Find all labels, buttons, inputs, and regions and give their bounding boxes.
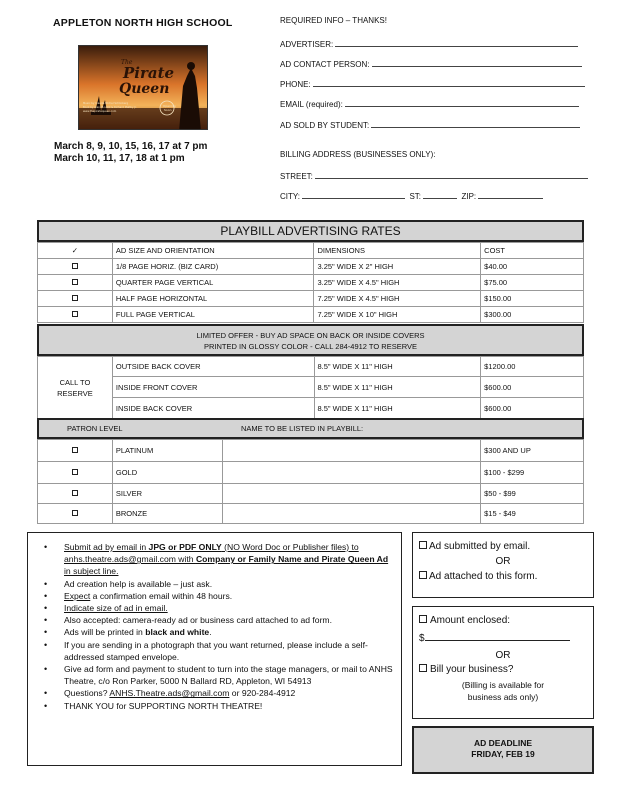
list-item: • THANK YOU for SUPPORTING NORTH THEATRE! xyxy=(38,700,393,712)
cost-cell: $40.00 xyxy=(481,259,584,275)
instr-text: JPG or PDF ONLY xyxy=(148,542,222,552)
check-column-header: ✓ xyxy=(38,243,113,259)
list-item xyxy=(38,626,393,638)
instr-text: Company or Family Name and Pirate Queen Ad xyxy=(195,554,389,565)
sold-by-label: AD SOLD BY STUDENT: xyxy=(280,121,370,130)
instr-text: Submit ad by email in xyxy=(64,542,149,552)
checkbox-cell[interactable] xyxy=(38,440,113,462)
list-item xyxy=(38,541,393,578)
poster-credit-2: Book by Alain Boublil & Richard Maltby Jr. xyxy=(83,106,137,109)
amount-input-line[interactable] xyxy=(425,631,570,641)
show-dates-matinee: March 10, 11, 17, 18 at 1 pm xyxy=(54,153,185,164)
sold-by-field[interactable] xyxy=(280,120,580,130)
checkbox-cell[interactable] xyxy=(38,307,113,323)
billing-note-line-2: business ads only) xyxy=(467,692,539,702)
checkbox-icon[interactable] xyxy=(72,490,78,496)
poster-title-pirate: Pirate xyxy=(123,64,175,82)
cost-cell: $600.00 xyxy=(481,377,584,398)
city-input-line[interactable] xyxy=(302,191,405,199)
email-label: EMAIL (required): xyxy=(280,100,343,109)
limited-offer-banner xyxy=(37,324,584,356)
call-to-reserve-line-1: CALL TO xyxy=(59,377,91,387)
patron-name-input[interactable] xyxy=(222,462,480,484)
cost-cell: $50 - $99 xyxy=(481,484,584,504)
patron-table xyxy=(37,439,584,524)
advertiser-field[interactable] xyxy=(280,39,578,49)
list-item: • If you are sending in a photograph that you want returned, please include a self-addressed stamped envelope. xyxy=(38,639,393,663)
cover-size-cell: INSIDE FRONT COVER xyxy=(112,377,314,398)
cost-cell: $150.00 xyxy=(481,291,584,307)
patron-level-cell: SILVER xyxy=(112,484,222,504)
show-poster-image xyxy=(78,45,208,130)
attached-option[interactable] xyxy=(419,569,587,584)
street-label: STREET: xyxy=(280,172,313,181)
checkbox-icon[interactable] xyxy=(419,571,427,579)
state-label: ST: xyxy=(409,192,422,201)
table-row xyxy=(38,398,584,419)
patron-level-cell: BRONZE xyxy=(112,504,222,524)
ad-size-cell: FULL PAGE VERTICAL xyxy=(112,307,314,323)
dollar-sign: $ xyxy=(419,633,425,644)
submission-method-box xyxy=(412,532,594,598)
checkbox-cell[interactable] xyxy=(38,462,113,484)
patron-level-cell: PLATINUM xyxy=(112,440,222,462)
instr-text: in subject line. xyxy=(64,566,119,577)
limited-offer-line-2: PRINTED IN GLOSSY COLOR - CALL 284-4912 TO RESERVE xyxy=(204,342,417,351)
instr-text: Ads will be printed in xyxy=(64,627,146,638)
instructions-box xyxy=(27,532,402,766)
billing-address-heading: BILLING ADDRESS (BUSINESSES ONLY): xyxy=(280,150,436,159)
rates-header-row xyxy=(38,243,584,259)
checkbox-icon[interactable] xyxy=(72,295,78,301)
checkbox-cell[interactable] xyxy=(38,484,113,504)
patron-header-bar xyxy=(37,418,584,439)
ad-size-cell: 1/8 PAGE HORIZ. (BIZ CARD) xyxy=(112,259,314,275)
payment-box xyxy=(412,606,594,719)
deadline-line-2: FRIDAY, FEB 19 xyxy=(471,749,535,759)
dimensions-column-header: DIMENSIONS xyxy=(314,243,481,259)
phone-label: PHONE: xyxy=(280,80,311,89)
list-item xyxy=(38,687,393,699)
poster-credit-3: www.thepiratequeen.com xyxy=(83,110,117,113)
list-item xyxy=(38,602,393,614)
patron-name-input[interactable] xyxy=(222,440,480,462)
dimensions-cell: 3.25" WIDE X 2" HIGH xyxy=(314,259,481,275)
dimensions-cell: 8.5" WIDE X 11" HIGH xyxy=(314,377,481,398)
instr-text: black and white xyxy=(145,627,210,638)
poster-title-queen: Queen xyxy=(119,81,170,97)
poster-credit-1: Music by Claude-Michel Schönberg xyxy=(83,102,129,105)
checkbox-icon[interactable] xyxy=(72,311,78,317)
payment-or: OR xyxy=(495,650,511,661)
street-field[interactable] xyxy=(280,171,588,181)
billing-note-line-1: (Billing is available for xyxy=(461,680,545,690)
checkbox-icon[interactable] xyxy=(72,447,78,453)
table-row xyxy=(38,275,584,291)
questions-email-link[interactable]: ANHS.Theatre.ads@gmail.com xyxy=(109,688,230,699)
patron-name-input[interactable] xyxy=(222,484,480,504)
table-row xyxy=(38,462,584,484)
poster-badge-2: Soon xyxy=(164,108,172,112)
list-item xyxy=(38,590,393,602)
checkbox-icon[interactable] xyxy=(72,263,78,269)
cost-cell: $300 AND UP xyxy=(481,440,584,462)
instr-text: . xyxy=(209,627,212,638)
amount-field[interactable] xyxy=(419,631,587,646)
contact-label: AD CONTACT PERSON: xyxy=(280,60,370,69)
instructions-list xyxy=(38,541,393,712)
amount-enclosed-option[interactable] xyxy=(419,614,587,628)
zip-input-line[interactable] xyxy=(478,191,543,199)
instr-text: Expect xyxy=(64,590,91,601)
instr-text: Questions? xyxy=(64,688,110,699)
ad-size-cell: HALF PAGE HORIZONTAL xyxy=(112,291,314,307)
bill-business-option[interactable] xyxy=(419,663,587,677)
advertiser-input-line[interactable] xyxy=(335,39,578,47)
checkbox-cell[interactable] xyxy=(38,259,113,275)
ad-size-cell: QUARTER PAGE VERTICAL xyxy=(112,275,314,291)
email-field[interactable] xyxy=(280,99,579,109)
cost-cell: $300.00 xyxy=(481,307,584,323)
limited-offer-line-1: LIMITED OFFER - BUY AD SPACE ON BACK OR INSIDE COVERS xyxy=(196,331,425,340)
table-row xyxy=(38,357,584,377)
dimensions-cell: 7.25" WIDE X 4.5" HIGH xyxy=(314,291,481,307)
cost-cell: $1200.00 xyxy=(481,357,584,377)
cost-cell: $15 - $49 xyxy=(481,504,584,524)
checkbox-icon[interactable] xyxy=(72,279,78,285)
checkbox-icon[interactable] xyxy=(419,541,427,549)
table-row xyxy=(38,307,584,323)
dimensions-cell: 8.5" WIDE X 11" HIGH xyxy=(314,398,481,419)
street-input-line[interactable] xyxy=(315,171,588,179)
checkbox-icon[interactable] xyxy=(72,510,78,516)
table-row xyxy=(38,259,584,275)
list-item: • Give ad form and payment to student to turn into the stage managers, or mail to ANHS Theatre, c/o Ron Parker, 5000 N Ballard RD, Appleton, WI 54913 xyxy=(38,663,393,687)
contact-field[interactable] xyxy=(280,59,582,69)
phone-field[interactable] xyxy=(280,79,585,89)
show-dates xyxy=(54,141,207,165)
phone-input-line[interactable] xyxy=(313,79,585,87)
show-dates-evening: March 8, 9, 10, 15, 16, 17 at 7 pm xyxy=(54,141,208,152)
checkbox-cell[interactable] xyxy=(38,504,113,524)
covers-table xyxy=(37,356,584,419)
required-info-heading: REQUIRED INFO – THANKS! xyxy=(280,16,387,25)
checkbox-icon[interactable] xyxy=(419,615,427,623)
patron-level-cell: GOLD xyxy=(112,462,222,484)
city-label: CITY: xyxy=(280,192,301,201)
size-column-header: AD SIZE AND ORIENTATION xyxy=(112,243,314,259)
billing-note xyxy=(419,679,587,703)
instr-text: a confirmation email within 48 hours. xyxy=(90,590,233,601)
table-row xyxy=(38,484,584,504)
state-input-line[interactable] xyxy=(423,191,457,199)
instr-email-link[interactable]: (NO Word Doc or Publisher files) to anhs.theatre.ads@gmail.com with xyxy=(64,542,359,565)
poster-artwork xyxy=(79,46,208,130)
poster-title-the: The xyxy=(121,59,133,66)
patron-name-input[interactable] xyxy=(222,504,480,524)
table-row xyxy=(38,440,584,462)
submitted-by-email-option[interactable] xyxy=(419,539,587,554)
cost-cell: $600.00 xyxy=(481,398,584,419)
list-item: • Ad creation help is available – just ask. xyxy=(38,578,393,590)
sold-by-input-line[interactable] xyxy=(371,120,580,128)
rates-table xyxy=(37,242,584,323)
patron-name-header: NAME TO BE LISTED IN PLAYBILL: xyxy=(241,424,364,433)
poster-badge-1: Opening xyxy=(163,104,176,108)
dimensions-cell: 3.25" WIDE X 4.5" HIGH xyxy=(314,275,481,291)
deadline-line-1: AD DEADLINE xyxy=(473,738,533,748)
ad-deadline-banner xyxy=(412,726,594,774)
instr-text: Indicate size of ad in email. xyxy=(64,603,168,614)
list-item: • Also accepted: camera-ready ad or business card attached to ad form. xyxy=(38,614,393,626)
amount-enclosed-label: Amount enclosed: xyxy=(430,615,511,626)
zip-label: ZIP: xyxy=(461,192,477,201)
table-row xyxy=(38,504,584,524)
rates-title-bar: PLAYBILL ADVERTISING RATES xyxy=(37,220,584,242)
city-state-zip-field[interactable] xyxy=(280,191,543,201)
submitted-by-email-label: Ad submitted by email. xyxy=(429,541,531,552)
checkbox-icon[interactable] xyxy=(419,664,427,672)
call-to-reserve-line-2: RESERVE xyxy=(57,388,93,398)
patron-level-header: PATRON LEVEL xyxy=(67,424,123,433)
dimensions-cell: 8.5" WIDE X 11" HIGH xyxy=(314,357,481,377)
table-row xyxy=(38,291,584,307)
bill-business-label: Bill your business? xyxy=(430,664,514,675)
instr-text: or 920-284-4912 xyxy=(229,688,296,699)
contact-input-line[interactable] xyxy=(372,59,582,67)
cost-cell: $100 - $299 xyxy=(481,462,584,484)
school-name: APPLETON NORTH HIGH SCHOOL xyxy=(53,17,233,29)
checkbox-cell[interactable] xyxy=(38,275,113,291)
call-to-reserve-cell xyxy=(38,357,113,419)
dimensions-cell: 7.25" WIDE X 10" HIGH xyxy=(314,307,481,323)
checkbox-icon[interactable] xyxy=(72,469,78,475)
table-row xyxy=(38,377,584,398)
cost-cell: $75.00 xyxy=(481,275,584,291)
advertiser-label: ADVERTISER: xyxy=(280,40,334,49)
checkbox-cell[interactable] xyxy=(38,291,113,307)
attached-label: Ad attached to this form. xyxy=(429,571,538,582)
cover-size-cell: OUTSIDE BACK COVER xyxy=(112,357,314,377)
cover-size-cell: INSIDE BACK COVER xyxy=(112,398,314,419)
email-input-line[interactable] xyxy=(345,99,579,107)
submission-or: OR xyxy=(495,556,511,567)
cost-column-header: COST xyxy=(481,243,584,259)
